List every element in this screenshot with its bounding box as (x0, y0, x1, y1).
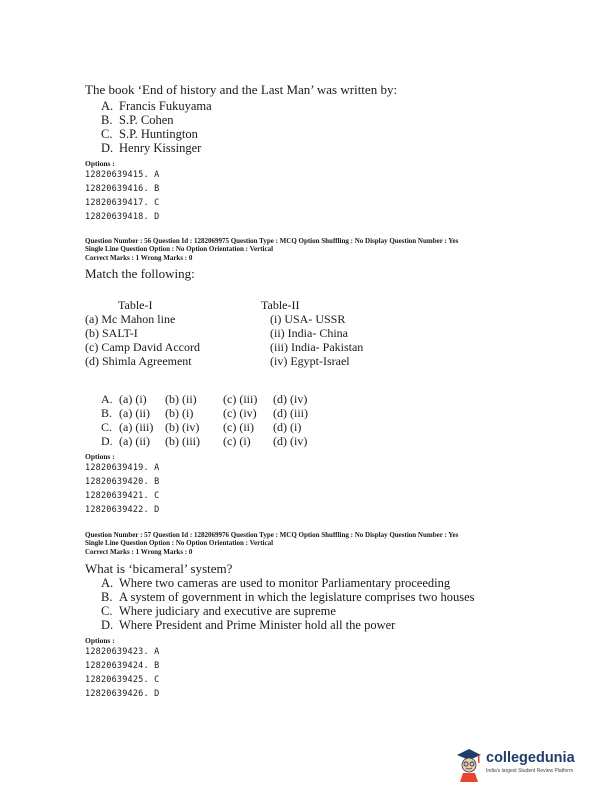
q57-option-b: B. A system of government in which the legislature comprises two houses (101, 590, 475, 604)
table-1-item: (c) Camp David Accord (85, 340, 200, 354)
q55-option-id: 12820639415. A (85, 170, 160, 180)
q56-option-a: A. (a) (i) (b) (ii) (c) (iii) (d) (iv) (101, 392, 308, 406)
collegedunia-logo (455, 748, 585, 788)
table-2-item: (iii) India- Pakistan (270, 340, 364, 354)
logo-brand-name: collegedunia (486, 750, 575, 766)
q57-option-id: 12820639423. A (85, 647, 160, 657)
q57-option-d: D. Where President and Prime Minister hold all the power (101, 618, 396, 632)
q56-option-c: C. (a) (iii) (b) (iv) (c) (ii) (d) (i) (101, 420, 302, 434)
q55-option-a: A. Francis Fukuyama (101, 99, 212, 113)
q56-option-id: 12820639419. A (85, 463, 160, 473)
q56-option-d: D. (a) (ii) (b) (iii) (c) (i) (d) (iv) (101, 434, 308, 448)
q57-meta-line2: Single Line Question Option : No Option Orientation : Vertical (85, 539, 274, 547)
q55-option-d: D. Henry Kissinger (101, 141, 202, 155)
table-1-header: Table-I (118, 298, 153, 312)
table-1-item: (d) Shimla Agreement (85, 354, 192, 368)
table-2-item: (i) USA- USSR (270, 312, 346, 326)
q56-meta-line1: Question Number : 56 Question Id : 1282069975 Question Type : MCQ Option Shuffling : No Display Question Number : Yes (85, 237, 459, 245)
q57-option-id: 12820639424. B (85, 661, 160, 671)
q57-option-id: 12820639426. D (85, 689, 160, 699)
q55-option-c: C. S.P. Huntington (101, 127, 198, 141)
q57-options-label: Options : (85, 636, 115, 645)
q57-meta-line1: Question Number : 57 Question Id : 1282069976 Question Type : MCQ Option Shuffling : No Display Question Number : Yes (85, 531, 459, 539)
q57-option-a: A. Where two cameras are used to monitor Parliamentary proceeding (101, 576, 451, 590)
q55-option-id: 12820639416. B (85, 184, 160, 194)
q57-marks: Correct Marks : 1 Wrong Marks : 0 (85, 548, 193, 556)
table-2-item: (iv) Egypt-Israel (270, 354, 350, 368)
q56-meta-line2: Single Line Question Option : No Option Orientation : Vertical (85, 245, 274, 253)
q56-option-id: 12820639421. C (85, 491, 160, 501)
table-2-header: Table-II (261, 298, 300, 312)
q56-option-b: B. (a) (ii) (b) (i) (c) (iv) (d) (iii) (101, 406, 308, 420)
question-56-text: Match the following: (85, 266, 195, 281)
question-55-text: The book ‘End of history and the Last Man’ was written by: (85, 82, 398, 97)
q55-options-label: Options : (85, 159, 115, 168)
q56-option-id: 12820639420. B (85, 477, 160, 487)
q55-option-id: 12820639418. D (85, 212, 160, 222)
q56-options-label: Options : (85, 452, 115, 461)
q56-marks: Correct Marks : 1 Wrong Marks : 0 (85, 254, 193, 262)
q55-option-b: B. S.P. Cohen (101, 113, 174, 127)
q56-option-id: 12820639422. D (85, 505, 160, 515)
q55-option-id: 12820639417. C (85, 198, 160, 208)
q57-option-id: 12820639425. C (85, 675, 160, 685)
table-2-item: (ii) India- China (270, 326, 348, 340)
logo-tagline: India's largest Student Review Platform (486, 768, 574, 774)
student-mascot-icon (455, 748, 483, 782)
table-1-item: (a) Mc Mahon line (85, 312, 176, 326)
question-57-text: What is ‘bicameral’ system? (85, 561, 233, 576)
table-1-item: (b) SALT-I (85, 326, 138, 340)
q57-option-c: C. Where judiciary and executive are supreme (101, 604, 336, 618)
